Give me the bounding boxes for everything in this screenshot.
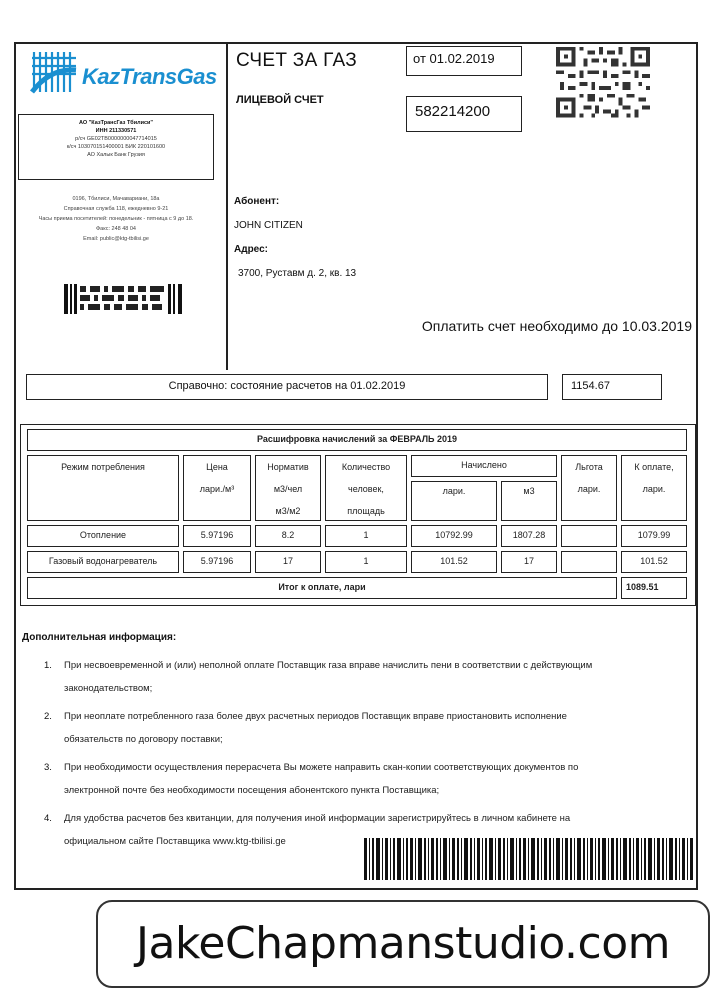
row-charged-lari: 101.52 (411, 551, 497, 573)
company-corr-account: к/сч 103070151400001 БИК 220101600 (66, 144, 166, 150)
row-charged-m3: 1807.28 (501, 525, 557, 547)
header-qty-line2: человек, (348, 484, 384, 494)
row-quantity: 1 (325, 551, 407, 573)
row-norm: 17 (255, 551, 321, 573)
kaztransgas-logo-icon (30, 48, 78, 96)
row-to-pay: 1079.99 (621, 525, 687, 547)
subscriber-address: 3700, Руставм д. 2, кв. 13 (238, 268, 357, 279)
total-value: 1089.51 (621, 577, 687, 599)
bill-title: СЧЕТ ЗА ГАЗ (236, 50, 357, 71)
account-label: ЛИЦЕВОЙ СЧЕТ (236, 94, 324, 106)
additional-info-title: Дополнительная информация: (22, 632, 177, 643)
additional-info-list (44, 654, 692, 858)
info-item-line: законодательством; (64, 683, 153, 694)
company-helpline: Справочная служба 118, ежедневно 9-21 (63, 206, 169, 212)
row-charged-lari: 10792.99 (411, 525, 497, 547)
header-mode-text: Режим потребления (61, 462, 145, 472)
watermark-banner: JakeChapmanstudio.com (96, 900, 710, 988)
header-norm-line1: Норматив (267, 462, 309, 472)
company-contact-block (18, 194, 214, 244)
bill-date: от 01.02.2019 (406, 46, 522, 76)
header-benefit-line2: лари. (577, 484, 601, 494)
row-quantity: 1 (325, 525, 407, 547)
info-item (44, 756, 692, 802)
info-item-number: 1. (44, 660, 52, 671)
account-number: 582214200 (406, 96, 522, 132)
header-qty-line1: Количество (341, 462, 391, 472)
balance-reference-value: 1154.67 (562, 374, 662, 400)
company-info-column (16, 44, 228, 370)
company-logo (30, 48, 230, 100)
info-item (44, 654, 692, 700)
header-norm (255, 455, 321, 521)
company-hours: Часы приема посетителей: понедельник - пятница с 9 до 18. (38, 216, 194, 222)
row-mode: Газовый водонагреватель (27, 551, 179, 573)
charges-table-title: Расшифровка начислений за ФЕВРАЛЬ 2019 (27, 429, 687, 451)
info-item-line: Для удобства расчетов без квитанции, для получения иной информации зарегистрируйтесь в личном кабинете на (64, 813, 571, 824)
barcode-icon (364, 838, 694, 880)
row-norm: 8.2 (255, 525, 321, 547)
balance-reference-label: Справочно: состояние расчетов на 01.02.2019 (26, 374, 548, 400)
header-charged-lari: лари. (411, 481, 497, 521)
company-name: АО "КазТрансГаз Тбилиси" (78, 120, 154, 126)
header-qty-line3: площадь (347, 506, 385, 516)
pdf417-barcode-icon (64, 284, 184, 314)
row-mode: Отопление (27, 525, 179, 547)
header-to-pay (621, 455, 687, 521)
row-charged-m3: 17 (501, 551, 557, 573)
header-price-line1: Цена (206, 462, 228, 472)
company-bank: АО Халык Банк Грузия (87, 152, 145, 158)
header-mode (27, 455, 179, 521)
address-label: Адрес: (234, 244, 268, 255)
row-to-pay: 101.52 (621, 551, 687, 573)
gas-bill-document (14, 42, 698, 890)
header-price-line2: лари./м³ (199, 484, 235, 494)
company-tax-id: ИНН 211330571 (95, 128, 137, 134)
info-item-line: официальном сайте Поставщика www.ktg-tbilisi.ge (64, 836, 286, 847)
qr-code-icon (556, 46, 650, 118)
info-item-line: обязательств по договору поставки; (64, 734, 223, 745)
company-account: р/сч GE02TB0000000047714015 (75, 136, 157, 142)
charges-table (20, 424, 696, 606)
company-address: 0196, Тбилиси, Мачавариани, 18а (72, 196, 160, 202)
info-item (44, 705, 692, 751)
company-fax: Факс: 248 48 04 (96, 226, 136, 232)
header-charged-m3: м3 (501, 481, 557, 521)
header-benefit-line1: Льгота (575, 462, 603, 472)
info-item-number: 2. (44, 711, 52, 722)
info-item-number: 3. (44, 762, 52, 773)
total-label: Итог к оплате, лари (27, 577, 617, 599)
row-benefit (561, 525, 617, 547)
header-quantity (325, 455, 407, 521)
company-details-box (18, 114, 214, 180)
header-norm-line2: м3/чел (273, 484, 303, 494)
info-item-line: При неоплате потребленного газа более двух расчетных периодов Поставщик вправе приостановить исполнение (64, 711, 567, 722)
row-price: 5.97196 (183, 551, 251, 573)
row-benefit (561, 551, 617, 573)
row-price: 5.97196 (183, 525, 251, 547)
subscriber-name: JOHN CITIZEN (234, 220, 303, 231)
company-email: Email: public@ktg-tbilisi.ge (83, 236, 149, 242)
header-price (183, 455, 251, 521)
header-topay-line1: К оплате, (634, 462, 674, 472)
header-charged: Начислено (411, 455, 557, 477)
info-item-line: При несвоевременной и (или) неполной оплате Поставщик газа вправе начислить пени в соответствии с действующим (64, 660, 593, 671)
header-norm-line3: м3/м2 (275, 506, 301, 516)
header-benefit (561, 455, 617, 521)
payment-due-text: Оплатить счет необходимо до 10.03.2019 (421, 318, 692, 334)
info-item-line: При необходимости осуществления перерасчета Вы можете направить скан-копии соответствующих документов по (64, 762, 579, 773)
logo-wordmark: KazTransGas (82, 64, 217, 89)
info-item-line: электронной почте без необходимости посещения абонентского пункта Поставщика; (64, 785, 440, 796)
subscriber-label: Абонент: (234, 196, 280, 207)
header-topay-line2: лари. (642, 484, 666, 494)
info-item-number: 4. (44, 813, 52, 824)
